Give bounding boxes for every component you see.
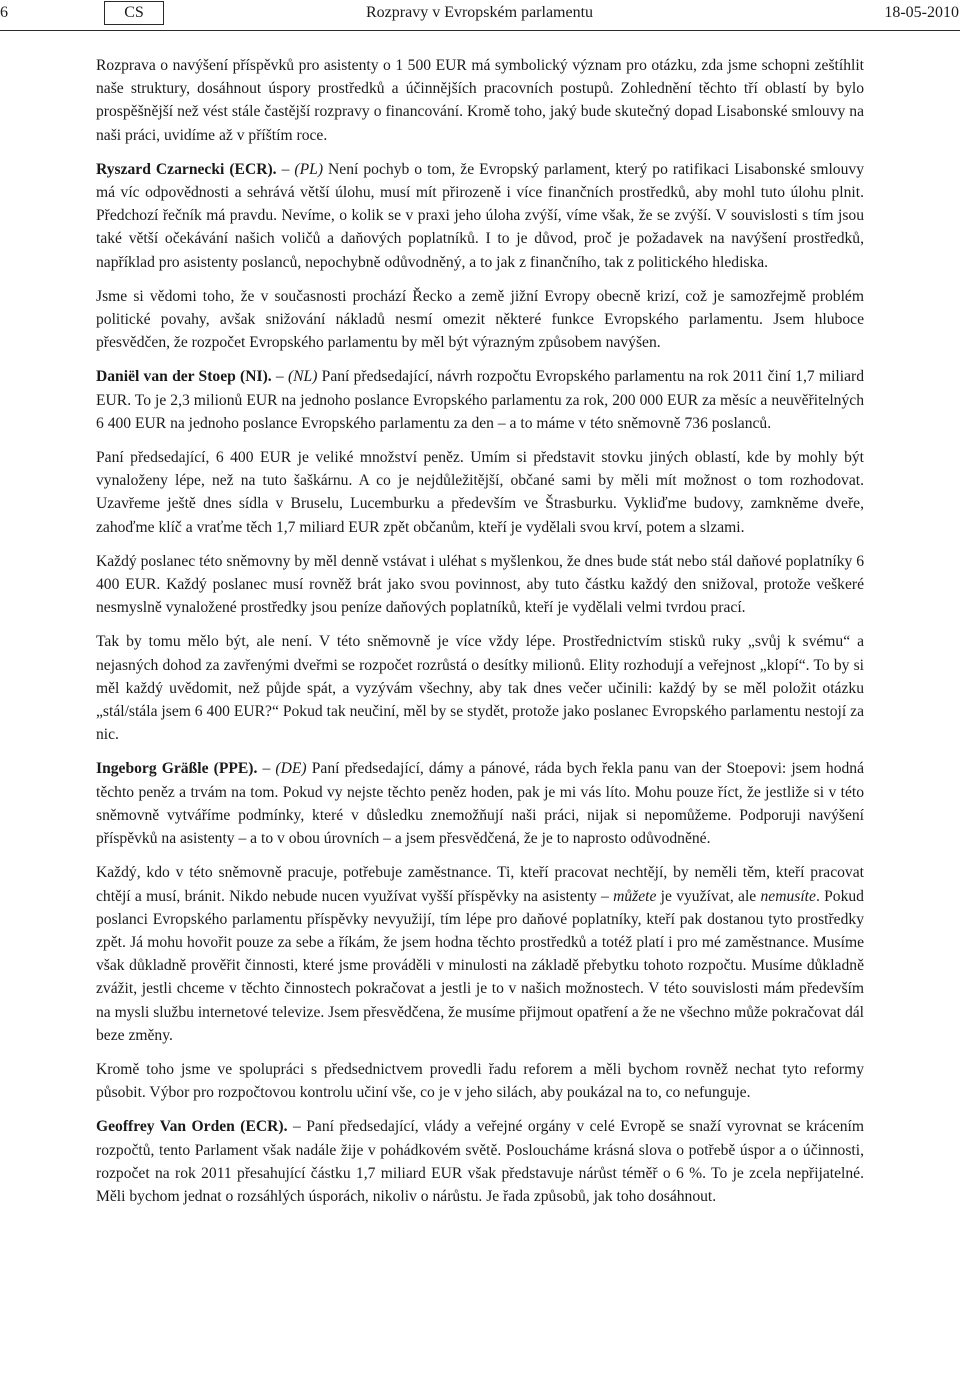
paragraph	[96, 550, 864, 620]
italic-emphasis: nemusíte	[760, 887, 816, 905]
page-header	[0, 0, 960, 31]
paragraph-text: – Paní předsedající, vlády a veřejné orgány v celé Evropě se snaží vyrovnat se krácením rozpočtů, tento Parlament však nadále žije v pohádkovém světě. Posloucháme krásná slova o potřebě úspor a o účinnosti, rozpočet na rok 2011 přesahující částku 1,7 miliard EUR však představuje nárůst téměř o 6 %. To je zcela nepřijatelné. Měli bychom jednat o rozsáhlých úsporách, nikoliv o nárůstu. Je řada způsobů, jak toho dosáhnout.	[96, 1118, 865, 1205]
paragraph-text: Není pochyb o tom, že Evropský parlament, který po ratifikaci Lisabonské smlouvy má víc odpovědnosti a sehrává větší úlohu, musí mít přirozeně i více finančních prostředků, aby mohl tuto úlohu plnit. Předchozí řečník má pravdu. Nevíme, o kolik se v praxi jeho úloha zvýší, víme však, že se zvýší. V souvislosti s tím jsou také větší očekávání našich voličů a daňových poplatníků. I to je důvod, proč je požadavek na navýšení prostředků, například pro asistenty poslanců, nepochybně odůvodněný, a to jak z finančního, tak z politického hlediska.	[96, 160, 864, 271]
language-tag: (PL)	[294, 160, 324, 178]
paragraph-text: Paní předsedající, dámy a pánové, ráda bych řekla panu van der Stoepovi: jsem hodná těchto peněz a trvám na tom. Pokud vy nejste těchto peněz hoden, pak je mi vás líto. Mohu pouze říct, že jestliže si v této sněmovně vytváříme podmínky, které v důsledku znemožňují naši práci, nijak si nepomůžeme. Podporuji navýšení příspěvků na asistenty – a to v obou úrovních – a jsem přesvědčená, že je to naprosto odůvodněné.	[96, 760, 865, 848]
speech-grassle: Ingeborg Gräßle (PPE). – (DE) Paní předsedající, dámy a pánové, ráda bych řekla panu van der Stoepovi: jsem hodná těchto peněz a trvám na tom. Pokud vy nejste těchto peněz hoden, pak je mi vás líto. Mohu pouze říct, že jestliže si v této sněmovně vytváříme podmínky, které v důsledku znemožňují naši práci, nijak si nepomůžeme. Podporuji navýšení příspěvků na asistenty – a to v obou úrovních – a jsem přesvědčená, že je to naprosto odůvodněné.	[96, 760, 865, 848]
language-tag: (NL)	[287, 368, 318, 386]
italic-emphasis: můžete	[613, 887, 657, 905]
speaker-name: Geoffrey Van Orden (ECR).	[96, 1118, 288, 1136]
paragraph-text: Jsme si vědomi toho, že v současnosti prochází Řecko a země jižní Evropy obecně krizí, což je samozřejmě problém politické povahy, avšak snižování nákladů nesmí omezit některé funkce Evropského parlamentu. Jsem hluboce přesvědčen, že rozpočet Evropského parlamentu by měl být výrazným způsobem navýšen.	[96, 287, 864, 352]
paragraph-text: Paní předsedající, návrh rozpočtu Evropského parlamentu na rok 2011 činí 1,7 miliard EUR. To je 2,3 milionů EUR na jednoho poslance Evropského parlamentu za rok, 200 000 EUR za měsíc a neuvěřitelných 6 400 EUR na jednoho poslance Evropského parlamentu za den – a to máme v této sněmovně 736 poslanců.	[96, 368, 864, 432]
speech-van-der-stoep: Daniël van der Stoep (NI). – (NL) Paní předsedající, návrh rozpočtu Evropského parlamentu na rok 2011 činí 1,7 miliard EUR. To je 2,3 milionů EUR na jednoho poslance Evropského parlamentu za rok, 200 000 EUR za měsíc a neuvěřitelných 6 400 EUR na jednoho poslance Evropského parlamentu za den – a to máme v této sněmovně 736 poslanců.	[96, 368, 864, 432]
paragraph-text: Paní předsedající, 6 400 EUR je veliké množství peněz. Umím si představit stovku jiných oblastí, kde by mohly být vynaloženy lépe, než na tuto šaškárnu. A co je nejdůležitější, občané sami by měli mít možnost o tom rozhodovat. Uzavřeme ještě dnes sídla v Bruselu, Lucemburku a především ve Štrasburku. Vykliďme budovy, zamkněme dveře, zahoďme klíč a vraťme těch 1,7 miliard EUR zpět občanům, kteří je vydělali svou krví, potem a slzami.	[96, 449, 864, 536]
paragraph	[96, 446, 864, 539]
speaker-name: Daniël van der Stoep (NI).	[96, 368, 272, 386]
page-number: 6	[0, 4, 8, 21]
paragraph-text: Každý poslanec této sněmovny by měl denně vstávat i uléhat s myšlenkou, že dnes bude stát nebo stál daňové poplatníky 6 400 EUR. Každý poslanec musí rovněž brát jako svou povinnost, aby tuto částku každý den snižoval, protože veškeré nesmyslně vynaložené prostředky jsou peníze daňových poplatníků, kteří je vydělali velmi tvrdou prací.	[96, 552, 864, 617]
paragraph-text: Kromě toho jsme ve spolupráci s předsednictvem provedli řadu reforem a měli bychom rovněž nechat tyto reformy působit. Výbor pro rozpočtovou kontrolu učiní vše, co je v jeho silách, aby poukázal na to, co nefunguje.	[96, 1060, 864, 1102]
paragraph	[96, 285, 864, 355]
paragraph	[96, 630, 864, 746]
language-code-box: CS	[104, 1, 164, 25]
speech-van-orden	[96, 1115, 864, 1208]
speaker-name: Ryszard Czarnecki (ECR).	[96, 160, 277, 178]
language-tag: (DE)	[275, 760, 307, 778]
publication-title: Rozpravy v Evropském parlamentu	[366, 4, 594, 21]
paragraph-text: Tak by tomu mělo být, ale není. V této sněmovně je více vždy lépe. Prostřednictvím stisků ruky „svůj k svému“ a nejasných dohod za zavřenými dveřmi se rozpočet rozrůstá o desítky milionů. Elity rozhodují a veřejnost „klopí“. To by si měl každý uvědomit, než půjde spát, a vyzývám všechny, aby tak dnes večer učinili: každý by se měl položit otázku „stál/stála jsem 6 400 EUR?“ Pokud tak neučiní, měl by se stydět, protože jako poslanec Evropského parlamentu nestojí za nic.	[96, 633, 864, 744]
speech-czarnecki: Ryszard Czarnecki (ECR). – (PL) Není pochyb o tom, že Evropský parlament, který po ratifikaci Lisabonské smlouvy má víc odpovědnosti a sehrává větší úlohu, musí mít přirozeně i více finančních prostředků, aby mohl tuto úlohu plnit. Předchozí řečník má pravdu. Nevíme, o kolik se v praxi jeho úloha zvýší, víme však, že se zvýší. V souvislosti s tím jsou také větší očekávání našich voličů a daňových poplatníků. I to je důvod, proč je požadavek na navýšení prostředků, například pro asistenty poslanců, nepochybně odůvodněný, a to jak z finančního, tak z politického hlediska.	[96, 160, 864, 271]
paragraph-text-part: je využívat, ale	[660, 887, 757, 905]
paragraph-text: Rozprava o navýšení příspěvků pro asistenty o 1 500 EUR má symbolický význam pro otázku, zda jsme schopni zeštíhlit naše struktury, dosáhnout úspory prostředků a účinnějších pracovních postupů. Zohlednění těchto tří oblastí by bylo prospěšnější než vést stále častější rozpravy o financování. Kromě toho, jaký bude skutečný dopad Lisabonské smlouvy na naši práci, uvidíme až v příštím roce.	[96, 57, 864, 144]
paragraph-text-part: Každý, kdo v této sněmovně pracuje, potřebuje zaměstnance. Ti, kteří pracovat nechtějí, by neměli těm, kteří pracovat chtějí a musí, bránit. Nikdo nebude nucen využívat vyšší příspěvky na asistenty –	[96, 864, 864, 905]
paragraph	[96, 54, 864, 147]
paragraph-text-part: . Pokud poslanci Evropského parlamentu příspěvky nevyužijí, tím lépe pro daňové poplatníky, kteří pak dostanou tyto prostředky zpět. Já mohu hovořit pouze za sebe a říkám, že jsem hodna těchto prostředků a totéž platí i pro mé zaměstnance. Musíme však důkladně prověřit činnosti, které jsme prováděli v minulosti na základě přebytku tohoto rozpočtu. Musíme důkladně zvážit, jestli chceme v těchto činnostech pokračovat a jestli je to v našich možnostech. V této souvislosti mám především na mysli službu internetové televize. Jsem přesvědčena, že musíme přijmout opatření a že ne všechno může pokračovat dál beze změny.	[96, 887, 864, 1044]
publication-date: 18-05-2010	[884, 4, 959, 21]
document-body	[96, 54, 864, 1219]
paragraph	[96, 861, 864, 1047]
paragraph	[96, 1058, 864, 1104]
speaker-name: Ingeborg Gräßle (PPE).	[96, 760, 258, 778]
